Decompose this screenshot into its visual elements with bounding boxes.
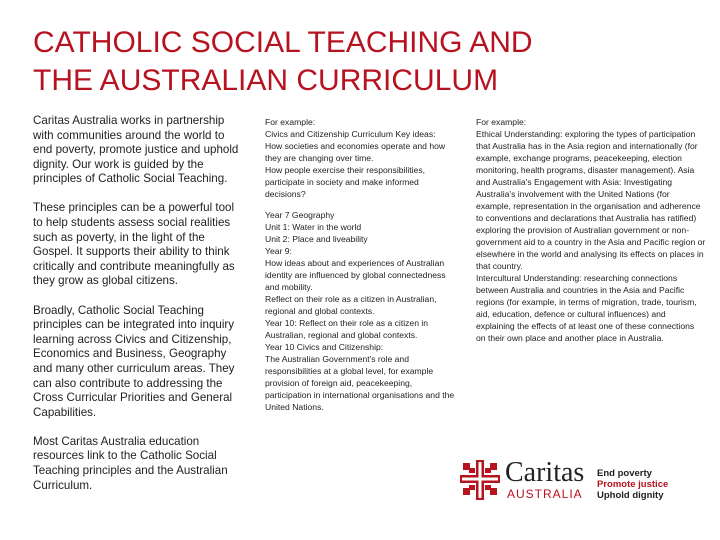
caritas-cross-icon [460,460,500,500]
intro-paragraph: Caritas Australia works in partnership with communities around the world to end poverty, promote justice and uphold dignity. Our work is guided by the principles of Catholic Social Teaching. [33,114,239,186]
page-title [33,24,693,100]
example-label: For example: [265,117,316,127]
left-column [33,114,245,508]
year7-geography: Year 7 Geography [265,210,335,220]
key-idea-societies: How societies and economies operate and how they are changing over time. [265,141,446,163]
tagline [597,468,668,501]
title-line-1: CATHOLIC SOCIAL TEACHING AND [33,26,533,59]
year10-reflect: Year 10: Reflect on their role as a citizen in Australian, regional and global contexts. [265,318,429,340]
middle-column [265,116,460,422]
key-idea-responsibilities: How people exercise their responsibilities, participate in society and make informed decisions? [265,165,426,199]
logo-name: Caritas [505,457,585,488]
intercultural-understanding: Intercultural Understanding: researching connections between Australia and countries in the Asia and Pacific regions (for example, in terms of migration, trade, tourism, aid, education, defence or cultural influences) and explaining the effects of at least one of these connections on their own place and another place in Australia. [476,273,697,343]
tagline-1: End poverty [597,468,652,479]
unit-2: Unit 2: Place and liveability [265,234,368,244]
logo-sub: AUSTRALIA [507,487,583,501]
principles-paragraph: These principles can be a powerful tool to help students assess social realities such as poverty, in the light of the Gospel. It supports their ability to think critically and contribute meaningfully as they grow as global citizens. [33,201,235,288]
tagline-3: Uphold dignity [597,490,664,501]
civics-example-block [265,116,460,200]
example-label: For example: [476,117,527,127]
right-column [476,116,706,344]
year9-label: Year 9: [265,246,292,256]
caritas-logo [460,457,700,502]
resources-paragraph: Most Caritas Australia education resources link to the Catholic Social Teaching principles and the Australian Curriculum. [33,434,228,492]
year9-identity: How ideas about and experiences of Australian identity are influenced by global connectedness and mobility. [265,258,446,292]
year10-civics: Year 10 Civics and Citizenship: [265,342,384,352]
year9-reflect: Reflect on their role as a citizen in Australian, regional and global contexts. [265,294,437,316]
year-levels-block [265,209,460,413]
tagline-2: Promote justice [597,479,669,490]
title-line-2: THE AUSTRALIAN CURRICULUM [33,64,499,97]
curriculum-key-ideas: Civics and Citizenship Curriculum Key ideas: [265,129,436,139]
ethical-understanding: Ethical Understanding: exploring the types of participation that Australia has in the Asia region and internationally (for example, exchange programs, peacekeeping, election monitoring, health programs, disaster management). Asia and Australia's Engagement with Asia: Investigating Australia's involvement with the United Nations (for example, representation in the organisation and adherence to conventions and declarations that Australia has ratified) exploring the provision of Australian government or non-government aid to a country in the Asia and Pacific region or elsewhere in the world and analysing its effects on places in that country. [476,129,706,271]
unit-1: Unit 1: Water in the world [265,222,362,232]
government-role: The Australian Government's role and responsibilities at a global level, for example provision of foreign aid, peacekeeping, participation in international organisations and the United Nations. [265,354,455,412]
integration-paragraph: Broadly, Catholic Social Teaching principles can be integrated into inquiry learning across Civics and Citizenship, Economics and Business, Geography and many other curriculum areas. They can also contribute to addressing the Cross Curricular Priorities and General Capabilities. [33,303,235,419]
